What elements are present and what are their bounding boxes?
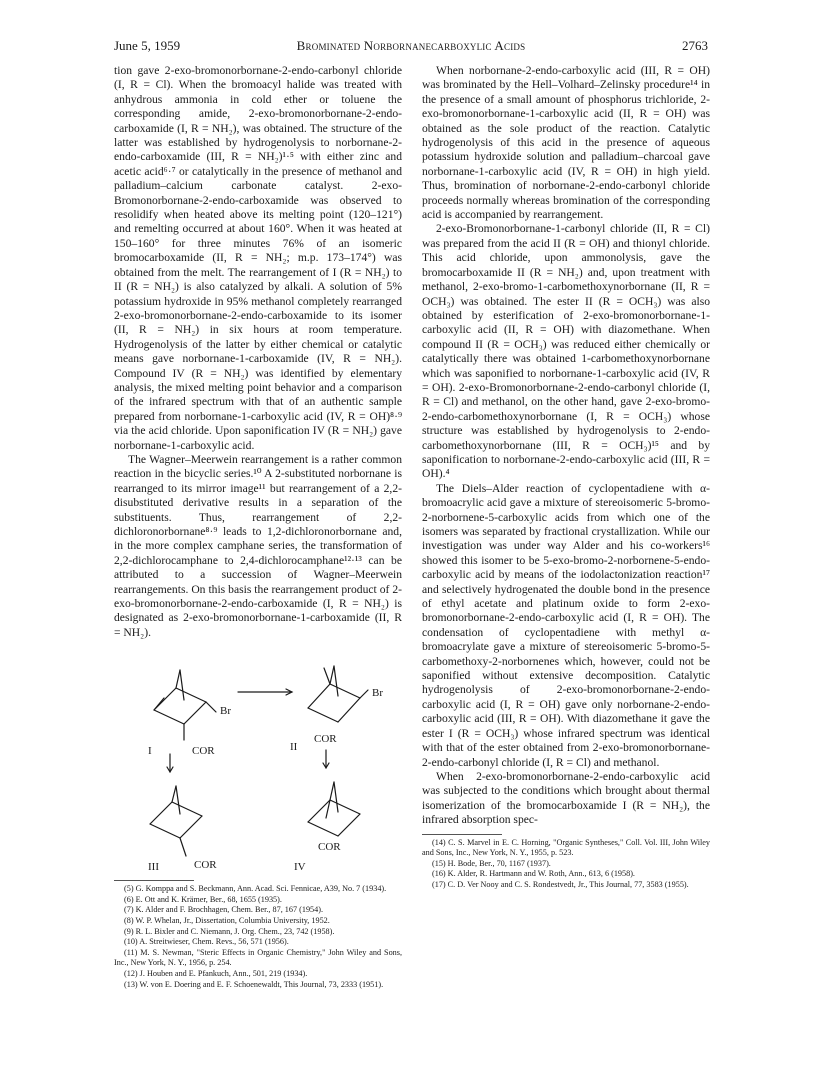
footnote: (14) C. S. Marvel in E. C. Horning, "Organic Syntheses," Coll. Vol. III, John Wiley and Sons, Inc., New York, N. Y., 1955, p. 523. (422, 837, 710, 858)
footnote: (13) W. von E. Doering and E. F. Schoenewaldt, This Journal, 73, 2333 (1951). (124, 979, 384, 989)
footnote: (16) K. Alder, R. Hartmann and W. Roth, Ann., 613, 6 (1958). (432, 869, 635, 879)
footnote: (12) J. Houben and E. Pfankuch, Ann., 501, 219 (1934). (124, 969, 308, 978)
paragraph: The Diels–Alder reaction of cyclopentadiene with α-bromoacrylic acid gave a mixture of stereoisomeric 5-bromo-2-norbornene-5-carboxylic acids from which one of the isomers was separated by fractional crystallization. While our investigation was under way Alder and his co-workers¹⁶ showed this isomer to be 5-exo-bromo-2-norbornene-5-endo-carboxylic acid by means of the iodolactonization reaction¹⁷ and selectively hydrogenated the double bond in the presence of ethyl acetate and platinum oxide to form 2-exo-bromonorbornane-2-endo-carboxylic acid (I, R = OH). The condensation of cyclopentadiene with methyl α-bromoacrylate gave a mixture of stereoisomeric 5-bromo-5-carbomethoxy-2-norbornenes which, however, could not be saponified without extensive decomposition. Catalytic hydrogenolysis of 2-exo-bromonorbornane-2-endo-carboxylic acid (I, R = OH) gave only norbornane-2-endo-carboxylic acid (III, R = OH). With diazomethane it gave the ester I (R = OCH₃) whose infrared spectrum was identical with that of the ester obtained from 2-exo-bromonorbornane-2-endo-carbonyl chloride (I, R = Cl) and methanol. (422, 481, 710, 769)
structure-ii (308, 666, 368, 722)
right-body-text (422, 64, 710, 828)
running-head-title: Brominated Norbornanecarboxylic Acids (296, 38, 526, 53)
paragraph: The Wagner–Meerwein rearrangement is a rather common reaction in the bicyclic series.¹⁰ A 2-substituted norbornane is rearranged to its mirror image¹¹ but rearrangement of a 2,2-disubstituted derivative results in a separation of the substituents. Thus, rearrangement of 2,2-dichloronorbornane⁸·⁹ leads to 1,2-dichloronorbornane and, in the more complex camphane series, the transformation of 2,2-dichlorocamphane to 2,4-dichlorocamphane¹²·¹³ can be attributed to a succession of Wagner–Meerwein rearrangements. On this basis the rearrangement product of 2-exo-bromonorbornane-2-endo-carboxamide (I, R = NH₂) is designated as 2-exo-bromonorbornane-1-carboxamide (II, R = NH₂). (114, 452, 402, 639)
running-head-date: June 5, 1959 (114, 38, 181, 53)
substituent-label: Br (220, 705, 231, 718)
footnote: (6) E. Ott and K. Krämer, Ber., 68, 1655 (1935). (124, 894, 282, 904)
structure-iii (150, 786, 202, 856)
substituent-label: COR (192, 745, 215, 758)
compound-label: I (148, 745, 152, 758)
paragraph: 2-exo-Bromonorbornane-1-carbonyl chloride (II, R = Cl) was prepared from the acid II (R = OH) and thionyl chloride. This acid chloride, upon ammonolysis, gave the bromocarboxamide II (R = NH₂) and, upon treatment with methanol, 2-exo-bromo-1-carbomethoxynorbornane (II, R = OCH₃) was obtained. The ester II (R = OCH₃) was also obtained by esterification of 2-exo-bromonorbornane-1-carboxylic acid (II, R = OH) with diazomethane. When compound II (R = OCH₃) was reduced either chemically or catalytically there was obtained 1-carbomethoxynorbornane which was saponified to norbornane-1-carboxylic acid (IV, R = OH). 2-exo-Bromonorbornane-2-endo-carbonyl chloride (I, R = Cl) and methanol, on the other hand, gave 2-exo-bromo-2-endo-carbomethoxynorbornane (I, R = OCH₃) whose structure was established by hydrogenolysis to 2-endo-carbomethoxynorbornane (III, R = OCH₃)¹⁵ and by saponification to norbornane-2-endo-carboxylic acid (III, R = OH).⁴ (422, 222, 710, 481)
substituent-label: COR (318, 841, 341, 854)
structure-i (154, 670, 216, 740)
footnote-rule (114, 880, 194, 881)
footnote: (10) A. Streitwieser, Chem. Revs., 56, 571 (1956). (124, 937, 289, 947)
compound-label: III (148, 861, 159, 874)
compound-label: II (290, 741, 298, 754)
substituent-label: COR (314, 733, 337, 746)
left-footnotes (114, 884, 402, 990)
substituent-label: COR (194, 859, 217, 872)
footnote: (9) R. L. Bixler and C. Niemann, J. Org. Chem., 23, 742 (1958). (124, 926, 335, 936)
footnote: (17) C. D. Ver Nooy and C. S. Rondestvedt, Jr., This Journal, 77, 3583 (1955). (432, 879, 689, 889)
right-footnotes (422, 838, 710, 891)
compound-label: IV (294, 861, 306, 874)
left-column (114, 64, 402, 990)
footnote: (8) W. P. Whelan, Jr., Dissertation, Columbia University, 1952. (124, 916, 330, 926)
footnote-rule (422, 834, 502, 835)
left-body-text (114, 64, 402, 640)
footnote: (5) G. Komppa and S. Beckmann, Ann. Acad. Sci. Fennicae, A39, No. 7 (1934). (124, 884, 387, 894)
page-number: 2763 (682, 38, 708, 53)
structure-iv (308, 782, 360, 836)
reaction-scheme (114, 648, 402, 874)
norbornane-structures-diagram (114, 648, 402, 874)
footnote: (15) H. Bode, Ber., 70, 1167 (1937). (432, 858, 551, 868)
substituent-label: Br (372, 687, 383, 700)
right-column (422, 64, 710, 891)
footnote: (7) K. Alder and F. Brochhagen, Chem. Ber., 87, 167 (1954). (124, 905, 323, 915)
running-head (114, 36, 708, 56)
paragraph: When norbornane-2-endo-carboxylic acid (III, R = OH) was brominated by the Hell–Volhard–Zelinsky procedure¹⁴ in the presence of a small amount of phosphorus trichloride, 2-exo-bromonorbornane-1-carboxylic acid (II, R = OH) was obtained as the sole product of the reaction. Catalytic hydrogenolysis of this acid in the presence of aqueous potassium hydroxide solution and palladium–charcoal gave norbornane-1-carboxylic acid (IV, R = OH) in high yield. Thus, bromination of norbornane-2-endo-carbonyl chloride proceeds normally whereas bromination of the corresponding acid is accompanied by rearrangement. (422, 64, 710, 222)
paragraph: tion gave 2-exo-bromonorbornane-2-endo-carbonyl chloride (I, R = Cl). When the bromoacyl halide was treated with anhydrous ammonia in cold ether or toluene the corresponding amide, 2-exo-bromonorbornane-2-endo-carboxamide (I, R = NH₂), was obtained. The structure of the latter was established by hydrogenolysis to norbornane-2-endo-carboxamide (III, R = NH₂)¹·⁵ with either zinc and acetic acid⁶·⁷ or catalytically in the presence of methanol and palladium–calcium carbonate catalyst. 2-exo-Bromonorbornane-2-endo-carboxamide was observed to resolidify when heated above its melting point (120–121°) and remelting occurred at about 160°. When it was heated at 150–160° for three minutes 76% of an isomeric bromocarboxamide (II, R = NH₂; m.p. 173–174°) was obtained from the melt. The rearrangement of I (R = NH₂) to II (R = NH₂) is also catalyzed by alkali. A solution of 5% potassium hydroxide in 95% methanol completely rearranged 2-exo-bromonorbornane-2-endo-carboxamide to its isomer (II, R = NH₂) in six hours at room temperature. Hydrogenolysis of the latter by either chemical or catalytic means gave norbornane-1-carboxamide (IV, R = NH₂). Compound IV (R = NH₂) was identified by elementary analysis, the mixed melting point behavior and a comparison of the infrared spectrum with that of an authentic sample prepared from norbornane-1-carboxylic acid (IV, R = OH)⁸·⁹ via the acid chloride. Upon saponification IV (R = NH₂) gave norbornane-1-carboxylic acid. (114, 64, 402, 452)
paragraph: When 2-exo-bromonorbornane-2-endo-carboxylic acid was subjected to the conditions which brought about thermal isomerization of the bromocarboxamide I (R = NH₂), the infrared absorption spec- (422, 769, 710, 827)
footnote: (11) M. S. Newman, "Steric Effects in Organic Chemistry," John Wiley and Sons, Inc., New York, N. Y., 1956, p. 254. (114, 947, 402, 968)
